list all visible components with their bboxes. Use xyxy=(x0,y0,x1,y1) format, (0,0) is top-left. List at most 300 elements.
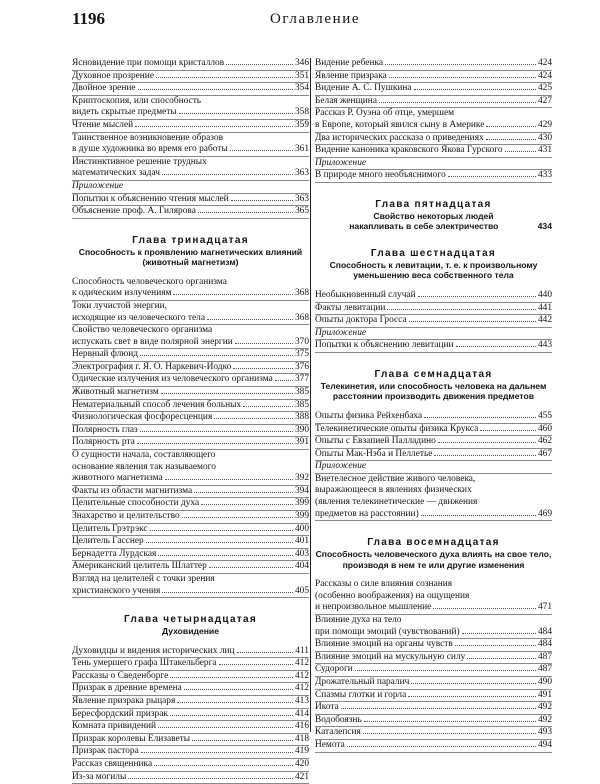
page-ref: 455 xyxy=(537,410,552,421)
toc-entry-title: Явление призрака рыцаря xyxy=(72,696,176,707)
page-ref: 354 xyxy=(294,83,309,94)
toc-entry-title: Видение А. С. Пушкина xyxy=(315,83,412,94)
toc-entry xyxy=(315,315,552,328)
page-ref: 424 xyxy=(537,70,552,81)
toc-entry-title: Влияние эмоций на органы чувств xyxy=(315,639,453,650)
chapter-subtitle xyxy=(315,381,552,402)
chapter-subtitle xyxy=(315,260,552,281)
page-ref: 385 xyxy=(294,399,309,410)
dot-leader xyxy=(138,89,293,90)
toc-entry-title: Попытки к объяснению чтения мыслей xyxy=(72,193,229,204)
column-divider xyxy=(310,58,311,732)
dot-leader xyxy=(421,515,536,516)
toc-entry xyxy=(72,498,309,511)
page-number: 1196 xyxy=(72,9,106,28)
toc-entry xyxy=(72,721,309,734)
chapter-17-heading xyxy=(315,368,552,402)
page-ref: 431 xyxy=(537,145,552,156)
toc-list xyxy=(315,58,552,158)
toc-entry-line: Рассказы о силе влияния сознания xyxy=(315,579,453,590)
toc-entry-title: Два исторических рассказа о приведениях xyxy=(315,132,484,143)
toc-entry xyxy=(315,71,552,84)
page-ref: 399 xyxy=(294,511,309,521)
toc-entry xyxy=(72,206,309,219)
dot-leader xyxy=(424,417,536,418)
dot-leader xyxy=(179,113,293,114)
chapter-subtitle xyxy=(315,211,552,222)
toc-entry-title: Спазмы глотки и горла xyxy=(315,689,407,700)
page-ref: 411 xyxy=(295,645,309,656)
page-ref: 424 xyxy=(537,58,552,68)
toc-entry-title: Факты левитации xyxy=(315,302,386,313)
dot-leader xyxy=(275,380,293,381)
toc-entry-line: Взгляд на целителей с точки зрения xyxy=(72,573,215,584)
toc-entry-title: Видение ребенка xyxy=(315,58,383,68)
page-ref: 494 xyxy=(537,739,552,750)
toc-entry-title: Явление призрака xyxy=(315,70,387,81)
toc-entry-title: Бернадетта Лурдская xyxy=(72,548,157,559)
toc-entry xyxy=(315,58,552,71)
page-ref: 487 xyxy=(537,664,552,675)
dot-leader xyxy=(226,64,293,65)
toc-entry-title: видеть скрытые предметы xyxy=(72,107,177,118)
chapter-subtitle xyxy=(72,247,309,268)
toc-entry xyxy=(72,425,309,438)
toc-entry-title: Дрожательный паралич xyxy=(315,677,410,687)
dot-leader xyxy=(146,542,293,543)
toc-entry xyxy=(72,325,309,349)
dot-leader xyxy=(438,442,536,443)
page-ref: 361 xyxy=(294,144,309,155)
toc-entry-title: Ясновидение при помощи кристаллов xyxy=(72,58,225,68)
page-ref: 442 xyxy=(537,315,552,326)
toc-entry xyxy=(72,157,309,181)
dot-leader xyxy=(237,652,294,653)
dot-leader xyxy=(379,102,536,103)
toc-entry xyxy=(315,133,552,146)
chapter-title: Глава восемнадцатая xyxy=(367,537,500,549)
page-ref: 403 xyxy=(294,548,309,559)
toc-entry-title: исходящие из человеческого тела xyxy=(72,312,206,323)
dot-leader xyxy=(462,633,536,634)
page-ref: 416 xyxy=(294,721,309,732)
page-ref: 492 xyxy=(537,702,552,713)
page-ref: 418 xyxy=(294,733,309,744)
toc-entry-line: основание явления так называемого xyxy=(72,461,216,472)
toc-entry-line: Инстинктивное решение трудных xyxy=(72,156,207,167)
toc-entry xyxy=(72,362,309,375)
toc-entry-line: Свойство человеческого организма xyxy=(72,325,213,336)
dot-leader xyxy=(233,368,293,369)
dot-leader xyxy=(230,150,293,151)
chapter-subtitle xyxy=(315,549,552,570)
page-ref: 346 xyxy=(294,58,309,68)
dot-leader xyxy=(486,126,536,127)
chapter-title: Глава пятнадцатая xyxy=(375,198,492,210)
page-ref: 440 xyxy=(537,289,552,300)
toc-entry-title: Рассказ священника xyxy=(72,759,153,769)
toc-entry xyxy=(72,387,309,400)
dot-leader xyxy=(411,683,536,684)
dot-leader xyxy=(455,645,536,646)
toc-entry xyxy=(315,664,552,677)
toc-entry-title: в душе художника во время его работы xyxy=(72,144,228,155)
page-ref: 413 xyxy=(294,696,309,707)
toc-entry xyxy=(315,340,552,353)
page-ref: 375 xyxy=(294,349,309,360)
page-ref: 405 xyxy=(294,585,309,596)
toc-entry xyxy=(315,727,552,740)
dot-leader xyxy=(467,658,536,659)
page-ref: 460 xyxy=(537,423,552,434)
toc-entry-title: Американский целитель Шлаттер xyxy=(72,561,207,572)
page-ref: 351 xyxy=(294,70,309,81)
page-ref: 433 xyxy=(537,170,552,181)
dot-leader xyxy=(389,77,536,78)
toc-entry-title: Комната привидений xyxy=(72,721,157,732)
page-ref: 376 xyxy=(294,361,309,372)
page-ref: 388 xyxy=(294,412,309,423)
toc-entry-line: Внетелесное действие живого человека, xyxy=(315,473,476,484)
chapter-14-heading xyxy=(72,613,309,637)
toc-entry xyxy=(72,437,309,450)
dot-leader xyxy=(170,677,293,678)
chapter-18-heading xyxy=(315,536,552,570)
toc-entry-title: Водобоязнь xyxy=(315,714,362,725)
dot-leader xyxy=(433,608,536,609)
appendix-label: Приложение xyxy=(315,158,552,171)
dot-leader xyxy=(363,733,536,734)
toc-entry-title: математических задач xyxy=(72,168,160,179)
toc-entry xyxy=(315,436,552,449)
chapter-subtitle-line: накапливать в себе электричество xyxy=(349,221,499,232)
toc-entry xyxy=(315,411,552,424)
dot-leader xyxy=(198,212,293,213)
toc-list xyxy=(72,194,309,219)
page-ref: 359 xyxy=(294,119,309,130)
page-ref: 368 xyxy=(294,312,309,323)
dot-leader xyxy=(137,443,293,444)
dot-leader xyxy=(156,77,293,78)
toc-entry xyxy=(72,301,309,325)
page-ref: 487 xyxy=(537,651,552,662)
toc-entry-title: Судороги xyxy=(315,664,353,675)
toc-entry xyxy=(72,71,309,84)
toc-list xyxy=(315,340,552,353)
toc-entry-title: Немота xyxy=(315,739,345,750)
page-ref: 412 xyxy=(294,658,309,669)
toc-entry xyxy=(315,474,552,521)
page-ref: 365 xyxy=(294,206,309,217)
dot-leader xyxy=(140,431,293,432)
toc-entry-title: Из-за могилы xyxy=(72,771,127,782)
toc-entry-title: Животный магнетизм xyxy=(72,387,159,398)
dot-leader xyxy=(505,151,536,152)
toc-entry xyxy=(72,561,309,574)
dot-leader xyxy=(341,708,536,709)
toc-entry xyxy=(315,579,552,615)
toc-entry-title: Опыты Мак-Нэба и Пеллетье xyxy=(315,448,433,459)
toc-entry-line: О сущности начала, составляющего xyxy=(72,450,216,461)
appendix-label: Приложение xyxy=(72,181,309,194)
toc-entry-title: Опыты доктора Гросса xyxy=(315,315,407,326)
toc-entry xyxy=(315,702,552,715)
toc-entry-title: Влияние эмоций на мускульную силу xyxy=(315,651,466,662)
dot-leader xyxy=(414,89,536,90)
toc-entry-title: Попытки к объяснению левитации xyxy=(315,340,454,351)
toc-entry-title: Каталепсия xyxy=(315,727,361,738)
dot-leader xyxy=(456,346,536,347)
toc-list xyxy=(315,474,552,521)
toc-list xyxy=(72,58,309,181)
chapter-title: Глава четырнадцатая xyxy=(124,614,257,626)
toc-entry xyxy=(72,374,309,387)
page-ref: 493 xyxy=(537,727,552,738)
page-ref: 385 xyxy=(294,387,309,398)
toc-entry xyxy=(72,349,309,362)
toc-entry xyxy=(72,683,309,696)
toc-list xyxy=(315,411,552,461)
toc-list xyxy=(315,579,552,752)
dot-leader xyxy=(162,592,293,593)
page-ref: 392 xyxy=(294,473,309,484)
dot-leader xyxy=(158,727,293,728)
toc-entry xyxy=(72,759,309,772)
toc-entry xyxy=(72,450,309,486)
toc-entry-title: Рассказы о Сведенборге xyxy=(72,670,169,681)
page-ref: 467 xyxy=(537,448,552,459)
page-ref: 462 xyxy=(537,436,552,447)
toc-entry-title: В природе много необъяснимого xyxy=(315,170,446,181)
dot-leader xyxy=(182,517,293,518)
toc-entry-title: Видение каноника краковского Якова Гурского xyxy=(315,145,503,156)
toc-entry-title: Нервный флюид xyxy=(72,349,139,360)
toc-entry xyxy=(72,83,309,96)
page-header xyxy=(72,6,550,32)
dot-leader xyxy=(418,296,536,297)
toc-list xyxy=(72,646,309,784)
page-ref: 401 xyxy=(294,536,309,547)
dot-leader xyxy=(170,715,293,716)
toc-entry-title: Чтение мыслей xyxy=(72,119,134,130)
toc-entry-title: Опыты физика Рейхенбаха xyxy=(315,410,423,421)
toc-list xyxy=(315,170,552,183)
toc-entry-line: Криптоскопия, или способность xyxy=(72,95,202,106)
page-ref: 425 xyxy=(537,83,552,94)
toc-entry-line: (особенно воображения) на ощущения xyxy=(315,590,470,601)
toc-entry xyxy=(315,108,552,132)
toc-entry-title: Знахарство и целительство xyxy=(72,511,180,521)
dot-leader xyxy=(207,319,293,320)
toc-entry xyxy=(72,536,309,549)
dot-leader xyxy=(219,664,293,665)
dot-leader xyxy=(150,530,293,531)
dot-leader xyxy=(480,430,536,431)
toc-entry-line: Таинственное возникновение образов xyxy=(72,132,224,143)
page-ref: 441 xyxy=(537,302,552,313)
toc-entry-title: Призрак пастора xyxy=(72,746,139,757)
toc-entry xyxy=(72,671,309,684)
page-ref: 414 xyxy=(294,708,309,719)
page-ref: 427 xyxy=(537,95,552,106)
dot-leader xyxy=(165,479,293,480)
toc-entry xyxy=(72,549,309,562)
chapter-subtitle-line: уменьшению веса собственного тела xyxy=(353,270,514,281)
dot-leader xyxy=(141,752,293,753)
toc-entry xyxy=(315,424,552,437)
right-column xyxy=(315,58,552,753)
toc-entry xyxy=(315,449,552,462)
toc-entry-title: Целитель Гасснер xyxy=(72,536,144,547)
toc-entry-title: Целитель Грэтрэкс xyxy=(72,523,148,534)
chapter-subtitle-line: Способность к проявлению магнетических влияний xyxy=(78,246,303,257)
chapter-title: Глава тринадцатая xyxy=(132,234,249,246)
running-title: Оглавление xyxy=(270,11,361,27)
left-column xyxy=(72,58,309,784)
page-ref: 421 xyxy=(294,771,309,782)
toc-entry-title: Полярность глаз xyxy=(72,424,138,435)
page-ref: 370 xyxy=(294,336,309,347)
toc-list xyxy=(72,277,309,598)
toc-entry xyxy=(315,652,552,665)
page-ref: 400 xyxy=(294,523,309,534)
page-ref: 484 xyxy=(537,626,552,637)
toc-entry xyxy=(72,746,309,759)
page-ref: 368 xyxy=(294,288,309,299)
page-ref: 363 xyxy=(294,193,309,204)
dot-leader xyxy=(347,746,536,747)
toc-entry-line: Токи лучистой энергии, xyxy=(72,300,168,311)
toc-entry-title: в Европе, который явился сыну в Америке xyxy=(315,119,485,130)
appendix-label: Приложение xyxy=(315,461,552,474)
toc-entry xyxy=(315,639,552,652)
toc-entry-title: Факты из области магнитизма xyxy=(72,485,193,496)
toc-list xyxy=(315,290,552,328)
toc-entry xyxy=(72,96,309,120)
toc-entry xyxy=(315,615,552,639)
toc-entry xyxy=(315,715,552,728)
toc-entry-title: к одическим излучениям xyxy=(72,288,172,299)
page-ref: 491 xyxy=(537,689,552,700)
page-ref: 429 xyxy=(537,119,552,130)
toc-entry-title: христианского учения xyxy=(72,585,161,596)
chapter-title: Глава шестнадцатая xyxy=(370,247,497,259)
dot-leader xyxy=(201,504,293,505)
chapter-subtitle-line: Свойство некоторых людей xyxy=(373,210,494,221)
chapter-subtitle-line: Духовидение xyxy=(162,626,219,637)
dot-leader xyxy=(184,689,293,690)
dot-leader xyxy=(235,343,293,344)
page-ref: 377 xyxy=(294,374,309,385)
toc-entry-title: Опыты с Евзапией Палладино xyxy=(315,436,436,447)
dot-leader xyxy=(243,406,293,407)
toc-entry xyxy=(72,486,309,499)
page-ref: 430 xyxy=(537,132,552,143)
dot-leader xyxy=(192,740,293,741)
toc-entry xyxy=(72,120,309,133)
dot-leader xyxy=(135,126,293,127)
toc-entry xyxy=(315,83,552,96)
dot-leader xyxy=(434,455,536,456)
page-ref: 412 xyxy=(294,683,309,694)
toc-entry xyxy=(315,96,552,109)
page-ref: 484 xyxy=(537,639,552,650)
chapter-title: Глава семнадцатая xyxy=(374,368,493,380)
toc-entry xyxy=(72,696,309,709)
toc-entry-line: Рассказ Р. Оуэна об отце, умершем xyxy=(315,108,455,119)
toc-entry-title: Двойное зрение xyxy=(72,83,136,94)
toc-entry-line: Влияние духа на тело xyxy=(315,615,402,626)
toc-entry-title: Физиологическая фосфоресценция xyxy=(72,412,213,423)
chapter-subtitle xyxy=(72,626,309,637)
chapter-subtitle-line: Способность к левитации, т. е. к произвольному xyxy=(329,259,538,270)
toc-entry xyxy=(72,709,309,722)
dot-leader xyxy=(162,174,293,175)
dot-leader xyxy=(408,696,536,697)
chapter-15-heading xyxy=(315,198,552,232)
toc-entry-title: Белая женщина xyxy=(315,95,377,106)
toc-entry-title: Духовное прозрение xyxy=(72,70,154,81)
toc-entry-title: Призрак королевы Елизаветы xyxy=(72,733,191,744)
dot-leader xyxy=(387,309,535,310)
toc-entry xyxy=(315,690,552,703)
toc-entry-title: Икота xyxy=(315,702,339,713)
chapter-16-heading xyxy=(315,247,552,281)
toc-entry xyxy=(72,574,309,598)
toc-entry-title: животного магнетизма xyxy=(72,473,163,484)
page-ref: 469 xyxy=(537,508,552,519)
page-ref: 471 xyxy=(537,602,552,613)
page-ref: 420 xyxy=(294,759,309,769)
toc-entry-title: Бересфордский призрак xyxy=(72,708,168,719)
chapter-subtitle-row xyxy=(315,221,552,232)
toc-entry-line: (явления телекинетические — движения xyxy=(315,497,478,508)
dot-leader xyxy=(214,418,293,419)
chapter-subtitle-line: Способность человеческого духа влиять на свое тело, xyxy=(315,549,552,560)
toc-entry xyxy=(72,524,309,537)
toc-entry-title: Полярность рта xyxy=(72,437,135,448)
dot-leader xyxy=(173,294,292,295)
page-ref: 391 xyxy=(294,437,309,448)
toc-entry-title: Объяснение проф. А. Гилярова xyxy=(72,206,196,217)
page-ref: 492 xyxy=(537,714,552,725)
toc-entry xyxy=(315,677,552,690)
dot-leader xyxy=(194,492,293,493)
page-ref: 419 xyxy=(294,746,309,757)
dot-leader xyxy=(154,765,293,766)
toc-entry xyxy=(72,400,309,413)
toc-entry-title: Необыкновенный случай xyxy=(315,289,416,300)
dot-leader xyxy=(486,139,536,140)
toc-entry xyxy=(315,145,552,158)
dot-leader xyxy=(448,176,536,177)
toc-entry xyxy=(72,133,309,157)
dot-leader xyxy=(161,393,293,394)
dot-leader xyxy=(364,721,536,722)
page-ref: 358 xyxy=(294,107,309,118)
toc-entry xyxy=(72,58,309,71)
toc-entry xyxy=(315,303,552,316)
page-ref: 404 xyxy=(294,561,309,572)
toc-entry-title: Одические излучения из человеческого организма xyxy=(72,374,273,385)
appendix-label: Приложение xyxy=(315,328,552,341)
toc-entry-title: Призрак в древние времена xyxy=(72,683,182,694)
toc-entry xyxy=(72,194,309,207)
toc-entry-title: испускать свет в виде полярной энергии xyxy=(72,336,233,347)
toc-entry xyxy=(315,290,552,303)
toc-entry-title: Электрография г. Я. О. Наркевич-Иодко xyxy=(72,361,232,372)
page-ref: 443 xyxy=(537,340,552,351)
